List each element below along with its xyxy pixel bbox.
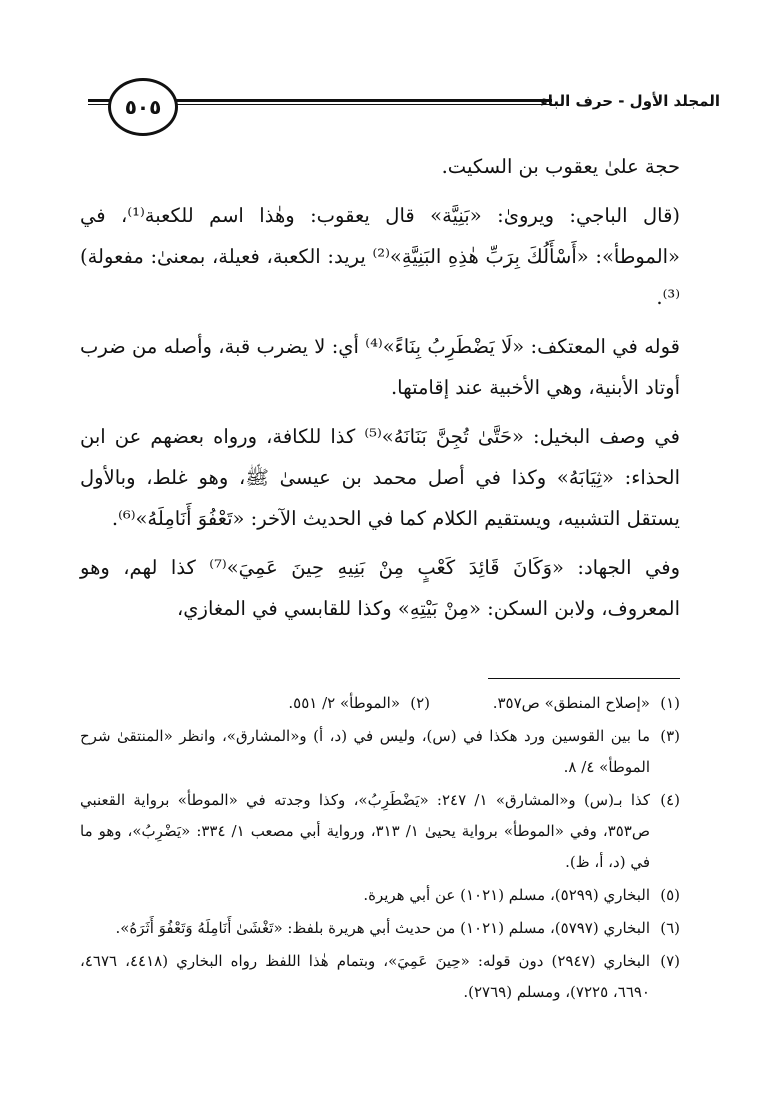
page-header bbox=[88, 78, 720, 134]
paragraph: حجة علىٰ يعقوب بن السكيت. bbox=[441, 155, 680, 178]
header-rule bbox=[174, 99, 552, 105]
paragraph: وفي الجهاد: «وَكَانَ قَائِدَ كَعْبٍ مِنْ بَنِيهِ حِينَ عَمِيَ»⁽⁷⁾ كذا لهم، وهو المعروف، ولابن السكن: «مِنْ بَيْتِهِ» وكذا للقابسي في المغازي، bbox=[80, 556, 680, 620]
paragraph: (قال الباجي: ويروىٰ: «بَنِيَّة» قال يعقوب: وهٰذا اسم للكعبة⁽¹⁾، في «الموطأ»: «أَسْأَلُكَ بِرَبِّ هٰذِهِ البَنِيَّةِ»⁽²⁾ يريد: الكعبة، فعيلة، بمعنىٰ: مفعولة)⁽³⁾. bbox=[80, 204, 680, 309]
footnote-number: (٣) bbox=[660, 727, 680, 745]
footnote-text: البخاري (٢٩٤٧) دون قوله: «حِينَ عَمِيَ»، وبتمام هٰذا اللفظ رواه البخاري (٤٤١٨، ٤٦٧٦، ٦٦٩٠، ٧٢٢٥)، ومسلم (٢٧٦٩). bbox=[80, 952, 651, 1001]
footnote-row bbox=[80, 880, 680, 911]
footnote-row bbox=[80, 913, 680, 944]
footnote-number: (٧) bbox=[660, 952, 680, 970]
page-number-badge bbox=[108, 78, 178, 136]
footnote-text: «الموطأ» ٢/ ٥٥١. bbox=[288, 694, 400, 712]
footnote-row bbox=[80, 785, 680, 878]
paragraph: قوله في المعتكف: «لَا يَضْطَرِبُ بِنَاءً»⁽⁴⁾ أي: لا يضرب قبة، وأصله من ضرب أوتاد الأبنية، وهي الأخبية عند إقامتها. bbox=[80, 335, 680, 399]
footnote-text: البخاري (٥٧٩٧)، مسلم (١٠٢١) من حديث أبي هريرة بلفظ: «تَغْشَىٰ أَنَامِلَهُ وَتَعْفُوَ أَثَرَهُ». bbox=[115, 919, 650, 937]
footnote-number: (٦) bbox=[660, 919, 680, 937]
footnote-text: البخاري (٥٢٩٩)، مسلم (١٠٢١) عن أبي هريرة. bbox=[363, 886, 650, 904]
footnote-separator bbox=[488, 678, 680, 679]
footnote-row bbox=[80, 946, 680, 1008]
footnote-text: ما بين القوسين ورد هكذا في (س)، وليس في (د، أ) و«المشارق»، وانظر «المنتقىٰ شرح الموطأ» ٤/ ٨. bbox=[80, 727, 650, 776]
footnote-number: (١) bbox=[660, 694, 680, 712]
header-rule-left bbox=[88, 99, 110, 105]
main-text bbox=[80, 146, 680, 637]
running-head: المجلد الأول - حرف الباء bbox=[540, 92, 720, 110]
footnote-row bbox=[80, 688, 680, 719]
footnote-number: (٥) bbox=[660, 886, 680, 904]
footnotes bbox=[80, 688, 680, 1010]
footnote-row bbox=[80, 721, 680, 783]
page-number: ٥٠٥ bbox=[124, 95, 162, 119]
paragraph: في وصف البخيل: «حَتَّىٰ تُجِنَّ بَنَانَهُ»⁽⁵⁾ كذا للكافة، ورواه بعضهم عن ابن الحذاء: «ثِيَابَهُ» وكذا في أصل محمد بن عيسىٰ ﷺ، وهو غلط، وبالأول يستقل التشبيه، ويستقيم الكلام كما في الحديث الآخر: «تَعْفُوَ أَنَامِلَهُ»⁽⁶⁾. bbox=[80, 425, 681, 530]
footnote-text: كذا بـ(س) و«المشارق» ١/ ٢٤٧: «يَضْطَرِبُ»، وكذا وجدته في «الموطأ» برواية القعنبي ص٣٥٣، وفي «الموطأ» برواية يحيىٰ ١/ ٣١٣، ورواية أبي مصعب ١/ ٣٣٤: «يَضْرِبُ»، وهو ما في (د، أ، ظ). bbox=[80, 791, 650, 871]
footnote-text: «إصلاح المنطق» ص٣٥٧. bbox=[492, 694, 650, 712]
footnote-number: (٤) bbox=[660, 791, 680, 809]
footnote-number: (٢) bbox=[410, 694, 430, 712]
